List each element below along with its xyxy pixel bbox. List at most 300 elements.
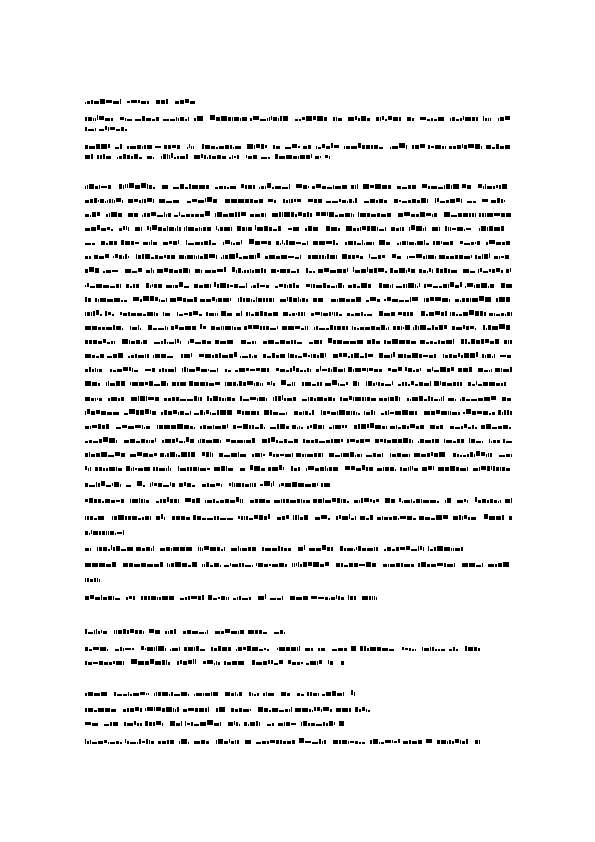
text-line <box>85 560 510 567</box>
glyph-block <box>265 252 301 259</box>
glyph-block <box>194 152 226 159</box>
glyph-block <box>177 658 196 665</box>
glyph-block <box>156 496 179 503</box>
glyph-block <box>85 337 115 344</box>
text-line <box>85 210 512 217</box>
glyph-block <box>95 464 122 471</box>
glyph-block <box>390 422 424 429</box>
glyph-block <box>85 593 121 600</box>
glyph-block <box>424 295 450 302</box>
glyph-block <box>231 544 257 551</box>
glyph-block <box>269 450 293 457</box>
glyph-block <box>179 737 189 744</box>
glyph-block <box>482 351 495 358</box>
glyph-block <box>211 323 241 330</box>
glyph-block <box>302 394 336 401</box>
glyph-block <box>347 436 370 443</box>
glyph-block <box>224 560 253 567</box>
glyph-block <box>377 464 397 471</box>
glyph-block <box>163 238 179 245</box>
glyph-block <box>157 266 190 273</box>
glyph-block <box>85 394 102 401</box>
text-line <box>85 422 512 429</box>
glyph-block <box>363 182 391 189</box>
glyph-block <box>85 627 107 634</box>
glyph-block <box>481 422 511 429</box>
glyph-block <box>306 464 338 471</box>
glyph-block <box>224 658 245 665</box>
glyph-block <box>135 114 160 121</box>
glyph-block <box>126 480 132 487</box>
glyph-block <box>85 323 123 330</box>
glyph-block <box>130 323 141 330</box>
glyph-block <box>116 422 150 429</box>
glyph-block <box>128 210 139 217</box>
glyph-block <box>281 689 290 696</box>
glyph-block <box>244 719 260 726</box>
glyph-block <box>482 196 488 203</box>
glyph-block <box>235 365 270 372</box>
glyph-block <box>131 658 170 665</box>
glyph-block <box>486 238 510 245</box>
glyph-block <box>126 281 139 288</box>
glyph-block <box>418 436 439 443</box>
glyph-block <box>384 337 416 344</box>
glyph-block <box>249 238 272 245</box>
text-line <box>85 281 512 288</box>
glyph-block <box>403 737 423 744</box>
glyph-block <box>145 705 179 712</box>
glyph-block <box>259 182 291 189</box>
glyph-block <box>421 309 447 316</box>
glyph-block <box>263 337 303 344</box>
glyph-block <box>126 464 150 471</box>
glyph-block <box>488 560 510 567</box>
glyph-block <box>379 351 395 358</box>
glyph-block <box>348 114 370 121</box>
glyph-block <box>148 323 168 330</box>
glyph-block <box>85 224 113 231</box>
glyph-block <box>273 394 297 401</box>
glyph-block <box>391 224 404 231</box>
glyph-block <box>95 295 127 302</box>
glyph-block <box>422 644 445 651</box>
glyph-block <box>238 513 270 520</box>
glyph-block <box>202 450 213 457</box>
glyph-block <box>258 705 292 712</box>
glyph-block <box>165 627 176 634</box>
glyph-block <box>85 575 100 582</box>
glyph-block <box>270 593 283 600</box>
glyph-block <box>244 323 278 330</box>
glyph-block <box>351 644 357 651</box>
text-line <box>85 394 512 401</box>
glyph-block <box>153 351 174 358</box>
text-line <box>85 309 512 316</box>
glyph-block <box>145 719 163 726</box>
glyph-block <box>274 496 310 503</box>
glyph-block <box>418 560 455 567</box>
glyph-block <box>366 379 393 386</box>
glyph-block <box>241 337 256 344</box>
glyph-block <box>186 238 216 245</box>
glyph-block <box>141 593 174 600</box>
glyph-block <box>187 142 195 149</box>
text-line <box>85 496 512 503</box>
glyph-block <box>306 266 315 273</box>
glyph-block <box>302 379 322 386</box>
glyph-block <box>405 365 421 372</box>
glyph-block <box>450 114 478 121</box>
glyph-block <box>221 309 233 316</box>
glyph-block <box>85 309 102 316</box>
glyph-block <box>355 705 370 712</box>
glyph-block <box>326 196 357 203</box>
glyph-block <box>158 737 174 744</box>
glyph-block <box>114 689 149 696</box>
glyph-block <box>251 281 269 288</box>
glyph-block <box>475 496 501 503</box>
glyph-block <box>296 182 309 189</box>
glyph-block <box>438 464 469 471</box>
glyph-block <box>375 436 413 443</box>
glyph-block <box>258 593 266 600</box>
glyph-block <box>434 379 462 386</box>
glyph-block <box>172 513 190 520</box>
glyph-block <box>228 719 240 726</box>
glyph-block <box>85 97 121 104</box>
text-line <box>85 689 355 696</box>
glyph-block <box>367 337 381 344</box>
glyph-block <box>316 365 345 372</box>
glyph-block <box>106 379 125 386</box>
glyph-block <box>479 210 512 217</box>
glyph-block <box>399 496 439 503</box>
glyph-block <box>362 593 377 600</box>
glyph-block <box>291 464 300 471</box>
text-line <box>85 464 512 471</box>
glyph-block <box>214 464 233 471</box>
glyph-block <box>147 152 154 159</box>
text-line <box>85 513 512 520</box>
glyph-block <box>170 295 197 302</box>
glyph-block <box>131 394 159 401</box>
glyph-block <box>110 365 138 372</box>
glyph-block <box>225 365 232 372</box>
glyph-block <box>246 152 258 159</box>
glyph-block <box>329 422 347 429</box>
glyph-block <box>163 114 189 121</box>
glyph-block <box>232 266 266 273</box>
glyph-block <box>85 560 116 567</box>
glyph-block <box>85 528 125 535</box>
glyph-block <box>160 450 196 457</box>
glyph-block <box>120 114 132 121</box>
glyph-block <box>509 513 512 520</box>
glyph-block <box>171 323 197 330</box>
glyph-block <box>97 544 133 551</box>
glyph-block <box>462 182 472 189</box>
glyph-block <box>128 196 154 203</box>
glyph-block <box>85 737 122 744</box>
glyph-block <box>85 689 107 696</box>
text-line <box>85 544 465 551</box>
glyph-block <box>400 464 418 471</box>
glyph-block <box>383 560 415 567</box>
glyph-block <box>309 337 322 344</box>
glyph-block <box>469 436 484 443</box>
glyph-block <box>448 394 457 401</box>
glyph-block <box>306 281 344 288</box>
glyph-block <box>347 309 372 316</box>
glyph-block <box>156 513 165 520</box>
text-line <box>85 152 330 159</box>
glyph-block <box>292 422 303 429</box>
glyph-block <box>256 737 295 744</box>
glyph-block <box>430 422 443 429</box>
glyph-block <box>384 295 418 302</box>
glyph-block <box>85 705 116 712</box>
glyph-block <box>333 737 365 744</box>
glyph-block <box>484 513 504 520</box>
glyph-block <box>202 480 222 487</box>
glyph-block <box>489 309 512 316</box>
glyph-block <box>453 450 492 457</box>
glyph-block <box>156 97 168 104</box>
glyph-block <box>274 627 285 634</box>
glyph-block <box>170 644 180 651</box>
text-line <box>85 436 512 443</box>
glyph-block <box>385 496 395 503</box>
glyph-block <box>439 252 472 259</box>
glyph-block <box>161 408 191 415</box>
glyph-block <box>407 252 436 259</box>
glyph-block <box>221 252 260 259</box>
text-line <box>85 252 512 259</box>
glyph-block <box>444 210 476 217</box>
glyph-block <box>182 365 218 372</box>
glyph-block <box>249 689 259 696</box>
glyph-block <box>311 309 343 316</box>
glyph-block <box>136 544 154 551</box>
text-line <box>85 238 512 245</box>
glyph-block <box>285 142 300 149</box>
glyph-block <box>211 644 231 651</box>
glyph-block <box>154 337 181 344</box>
glyph-block <box>112 513 151 520</box>
glyph-block <box>315 152 321 159</box>
text-line <box>85 480 330 487</box>
glyph-block <box>114 627 144 634</box>
glyph-block <box>275 281 299 288</box>
glyph-block <box>233 422 266 429</box>
glyph-block <box>318 266 348 273</box>
glyph-block <box>241 182 256 189</box>
glyph-block <box>185 496 200 503</box>
glyph-block <box>85 365 103 372</box>
glyph-block <box>295 705 333 712</box>
text-line <box>85 705 370 712</box>
glyph-block <box>85 422 109 429</box>
glyph-block <box>504 337 512 344</box>
glyph-block <box>250 464 265 471</box>
glyph-block <box>379 281 393 288</box>
glyph-block <box>225 379 263 386</box>
glyph-block <box>236 309 242 316</box>
glyph-block <box>468 379 506 386</box>
text-line <box>85 97 195 104</box>
glyph-block <box>193 513 233 520</box>
glyph-block <box>436 266 458 273</box>
glyph-block <box>216 705 226 712</box>
glyph-block <box>270 422 289 429</box>
glyph-block <box>427 365 454 372</box>
glyph-block <box>113 252 129 259</box>
glyph-block <box>449 142 483 149</box>
glyph-block <box>437 737 468 744</box>
glyph-block <box>200 323 206 330</box>
glyph-block <box>309 544 334 551</box>
glyph-block <box>216 224 232 231</box>
glyph-block <box>85 114 113 121</box>
glyph-block <box>293 513 308 520</box>
text-line <box>85 124 130 131</box>
text-line <box>85 142 510 149</box>
glyph-block <box>267 379 275 386</box>
glyph-block <box>267 719 274 726</box>
glyph-block <box>85 238 95 245</box>
glyph-block <box>390 266 416 273</box>
glyph-block <box>283 196 301 203</box>
glyph-block <box>85 719 99 726</box>
glyph-block <box>130 496 149 503</box>
glyph-block <box>307 689 319 696</box>
glyph-block <box>506 266 512 273</box>
glyph-block <box>198 544 225 551</box>
glyph-block <box>465 281 495 288</box>
glyph-block <box>162 182 168 189</box>
glyph-block <box>238 295 274 302</box>
glyph-block <box>326 224 340 231</box>
glyph-block <box>163 309 170 316</box>
glyph-block <box>428 544 464 551</box>
glyph-block <box>248 627 267 634</box>
glyph-block <box>277 644 300 651</box>
glyph-block <box>264 408 288 415</box>
glyph-block <box>315 513 330 520</box>
glyph-block <box>288 351 326 358</box>
glyph-block <box>402 644 416 651</box>
glyph-block <box>299 737 326 744</box>
glyph-block <box>499 450 512 457</box>
glyph-block <box>496 295 511 302</box>
glyph-block <box>322 689 344 696</box>
glyph-block <box>161 152 188 159</box>
glyph-block <box>313 295 324 302</box>
glyph-block <box>170 719 182 726</box>
glyph-block <box>127 142 152 149</box>
glyph-block <box>136 252 175 259</box>
glyph-block <box>198 436 221 443</box>
glyph-block <box>194 408 233 415</box>
glyph-block <box>194 737 209 744</box>
glyph-block <box>203 658 220 665</box>
glyph-block <box>202 560 221 567</box>
glyph-block <box>233 593 251 600</box>
glyph-block <box>85 351 104 358</box>
glyph-block <box>311 593 345 600</box>
glyph-block <box>282 323 308 330</box>
glyph-block <box>215 210 246 217</box>
glyph-block <box>226 436 255 443</box>
glyph-block <box>263 351 285 358</box>
glyph-block <box>345 464 374 471</box>
glyph-block <box>503 436 512 443</box>
glyph-block <box>351 182 358 189</box>
glyph-block <box>419 513 449 520</box>
glyph-block <box>333 114 343 121</box>
text-line <box>85 627 285 634</box>
glyph-block <box>297 689 304 696</box>
glyph-block <box>353 266 387 273</box>
glyph-block <box>281 379 295 386</box>
glyph-block <box>312 182 347 189</box>
glyph-block <box>262 436 299 443</box>
glyph-block <box>428 142 446 149</box>
glyph-block <box>164 142 180 149</box>
glyph-block <box>189 379 221 386</box>
glyph-block <box>366 450 383 457</box>
glyph-block <box>263 689 274 696</box>
glyph-block <box>407 114 414 121</box>
glyph-block <box>398 379 431 386</box>
glyph-block <box>296 450 323 457</box>
glyph-block <box>358 210 391 217</box>
glyph-block <box>379 238 391 245</box>
glyph-block <box>215 627 245 634</box>
glyph-block <box>143 238 157 245</box>
glyph-block <box>200 422 228 429</box>
glyph-block <box>117 152 142 159</box>
glyph-block <box>137 480 145 487</box>
glyph-block <box>115 142 122 149</box>
text-line <box>85 337 512 344</box>
glyph-block <box>420 337 455 344</box>
glyph-block <box>85 252 91 259</box>
glyph-block <box>142 210 171 217</box>
glyph-block <box>478 365 492 372</box>
glyph-block <box>336 705 351 712</box>
glyph-block <box>184 224 211 231</box>
glyph-block <box>106 210 122 217</box>
text-line <box>85 737 480 744</box>
glyph-block <box>207 394 235 401</box>
text-line <box>85 323 512 330</box>
glyph-block <box>283 309 306 316</box>
glyph-block <box>354 422 387 429</box>
glyph-block <box>392 252 402 259</box>
glyph-block <box>223 238 242 245</box>
text-line <box>85 351 512 358</box>
glyph-block <box>124 719 142 726</box>
glyph-block <box>85 266 99 273</box>
glyph-block <box>268 464 284 471</box>
glyph-block <box>155 142 161 149</box>
glyph-block <box>85 544 91 551</box>
glyph-block <box>236 644 270 651</box>
glyph-block <box>325 379 349 386</box>
glyph-block <box>183 627 208 634</box>
